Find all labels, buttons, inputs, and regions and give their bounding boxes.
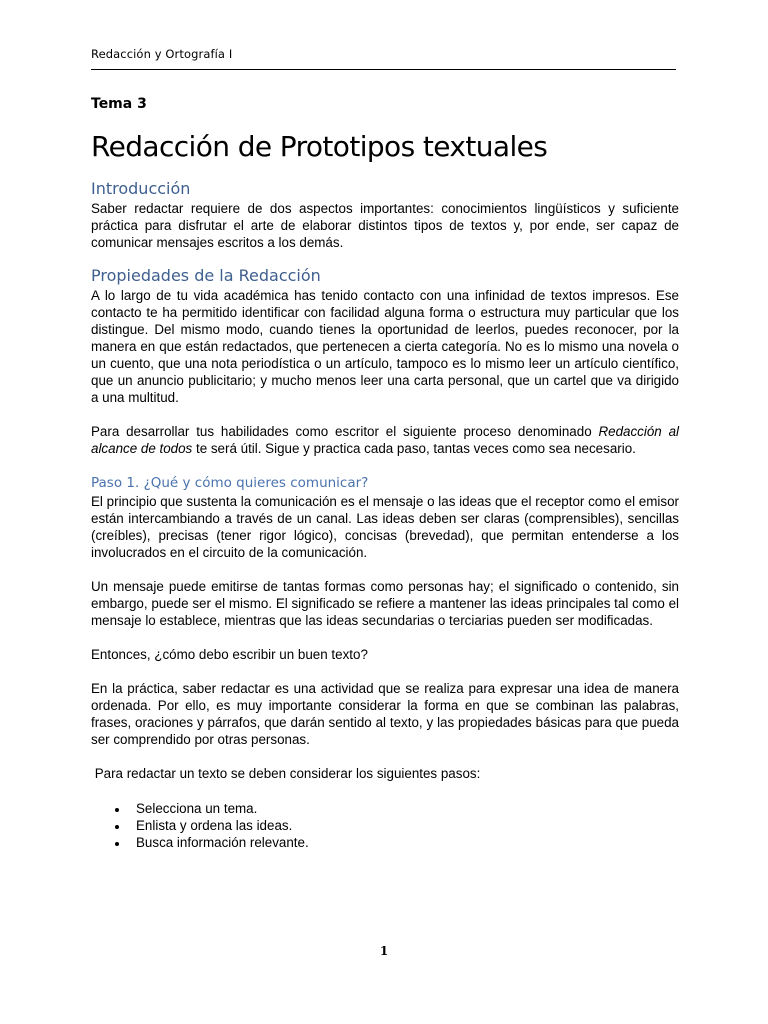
document-body bbox=[91, 92, 679, 851]
step1-paragraph-1: El principio que sustenta la comunicación es el mensaje o las ideas que el receptor como el emisor están intercambiando a través de un canal. Las ideas deben ser claras (comprensibles), sencillas (creíbles), precisas (tener rigor lógico), concisas (brevedad), que permitan entenderse a los involucrados en el circuito de la comunicación. bbox=[91, 494, 679, 560]
steps-list bbox=[91, 800, 679, 851]
topic-label: Tema 3 bbox=[91, 96, 147, 112]
step1-paragraph-2: Un mensaje puede emitirse de tantas formas como personas hay; el significado o contenido, sin embargo, puede ser el mismo. El significado se refiere a mantener las ideas principales tal como el mensaje lo establece, mientras que las ideas secundarias o terciarias pueden ser modificadas. bbox=[91, 579, 679, 628]
step1-paragraph-3: Entonces, ¿cómo debo escribir un buen texto? bbox=[91, 647, 368, 662]
step1-paragraph-5: Para redactar un texto se deben considerar los siguientes pasos: bbox=[91, 766, 481, 781]
page-number: 1 bbox=[379, 944, 389, 958]
list-item: Enlista y ordena las ideas. bbox=[91, 817, 679, 834]
properties-paragraph-2-text-a: Para desarrollar tus habilidades como escritor el siguiente proceso denominado bbox=[91, 424, 599, 439]
heading-properties: Propiedades de la Redacción bbox=[91, 266, 321, 285]
list-item: Busca información relevante. bbox=[91, 834, 679, 851]
header-rule bbox=[91, 69, 676, 70]
properties-paragraph-2 bbox=[91, 423, 679, 457]
list-item: Selecciona un tema. bbox=[91, 800, 679, 817]
running-header: Redacción y Ortografía I bbox=[91, 47, 233, 61]
properties-paragraph-1: A lo largo de tu vida académica has tenido contacto con una infinidad de textos impresos. Ese contacto te ha permitido identificar con facilidad alguna forma o estructura muy particular que los distingue. Del mismo modo, cuando tienes la oportunidad de leerlos, puedes reconocer, por la manera en que están redactados, que pertenecen a cierta categoría. No es lo mismo una novela o un cuento, que una nota periodística o un artículo, tampoco es lo mismo leer un artículo científico, que un anuncio publicitario; y mucho menos leer una carta personal, que un cartel que va dirigido a una multitud. bbox=[91, 288, 679, 405]
properties-paragraph-2-text-b: te será útil. Sigue y practica cada paso, tantas veces como sea necesario. bbox=[192, 441, 636, 456]
step1-paragraph-4: En la práctica, saber redactar es una actividad que se realiza para expresar una idea de manera ordenada. Por ello, es muy importante considerar la forma en que se combinan las palabras, frases, oraciones y párrafos, que darán sentido al texto, y las propiedades básicas para que pueda ser comprendido por otras personas. bbox=[91, 681, 679, 747]
intro-paragraph: Saber redactar requiere de dos aspectos importantes: conocimientos lingüísticos y suficiente práctica para disfrutar el arte de elaborar distintos tipos de textos y, por ende, ser capaz de comunicar mensajes escritos a los demás. bbox=[91, 201, 679, 250]
document-title: Redacción de Prototipos textuales bbox=[91, 130, 548, 163]
heading-introduction: Introducción bbox=[91, 179, 191, 198]
heading-step-1: Paso 1. ¿Qué y cómo quieres comunicar? bbox=[91, 475, 369, 491]
process-name-italic: Redacción al alcance de todos bbox=[91, 424, 679, 456]
